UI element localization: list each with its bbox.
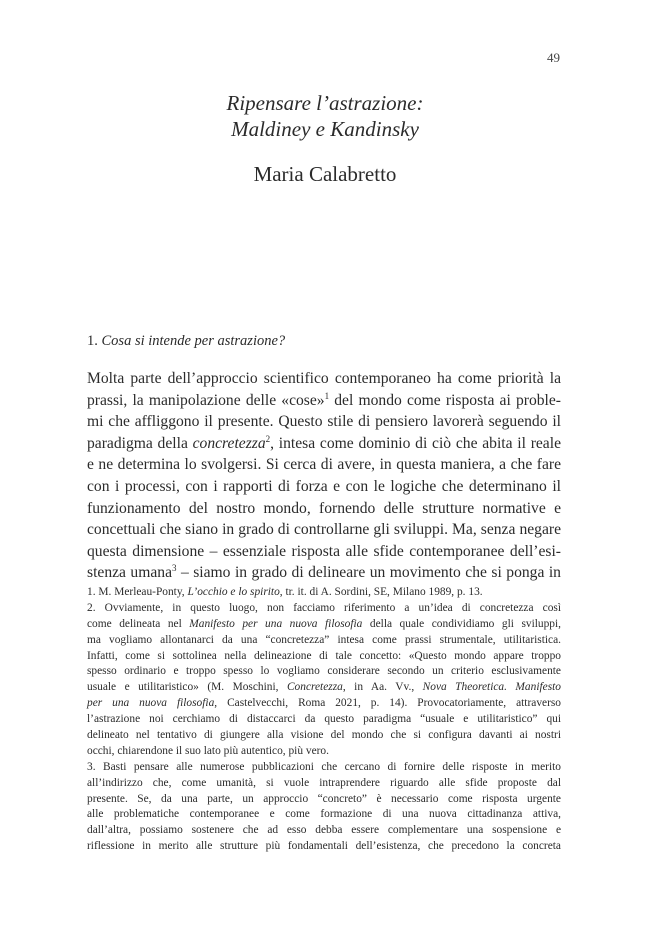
footnote-2-line: spesso ordinario e troppo spesso lo vogliamo considerare secondo un criterio esclusivamente xyxy=(87,665,561,678)
body-line: Molta parte dell’approccio scientifico contemporaneo ha come priorità la xyxy=(87,370,561,387)
body-line: paradigma della concretezza$^2$, intesa come dominio di ciò che abita il reale xyxy=(87,433,561,452)
section-title: Cosa si intende per astrazione? xyxy=(101,333,286,349)
footnote-2-line: per una nuova filosofia, Castelvecchi, Roma 2021, p. 14). Provocatoriamente, attraverso xyxy=(87,697,561,710)
footnote-2-line: come delineata nel Manifesto per una nuova filosofia della quale condividiamo gli sviluppi, xyxy=(87,617,562,630)
body-line: concettuali che siano in grado di controllarne gli sviluppi. Ma, senza negare xyxy=(87,521,561,539)
footnotes xyxy=(87,585,561,855)
footnote-3-line: all’indirizzo che, come umanità, si vuole intraprendere riguardo alle sfide proposte dal xyxy=(87,776,561,789)
chapter-title xyxy=(0,90,650,142)
body-line: con i processi, con i rapporti di forza e con le logiche che determinano il xyxy=(87,477,561,495)
body-line: mi che affliggono il presente. Questo stile di pensiero lavorerà seguendo il xyxy=(87,413,561,431)
footnote-2-line: occhi, chiarendone il suo lato più autentico, più vero. xyxy=(87,744,329,757)
body-paragraph xyxy=(87,368,561,584)
footnote-2-line: usuale e utilitaristico» (M. Moschini, Concretezza, in Aa. Vv., Nova Theoretica. Manifesto xyxy=(87,681,561,694)
footnote-2-line: Infatti, come si sottolinea nella delineazione di tale concetto: «Questo mondo appare troppo xyxy=(87,649,561,662)
chapter-title-line-2: Maldiney e Kandinsky xyxy=(231,117,419,141)
section-heading xyxy=(87,333,285,350)
footnote-3-line: alle problematiche contemporanee e come formazione di una nuova cittadinanza attiva, xyxy=(87,808,561,821)
section-number: 1. xyxy=(87,333,98,349)
footnote-2-line: l’astrazione noi cerchiamo di distaccarci da questo paradigma “usuale e utilitaristico” qui xyxy=(87,713,561,726)
footnote-3-line: presente. Se, da una parte, un approccio “concreto” è necessario come risposta urgente xyxy=(87,792,561,805)
footnote-3-line: 3. Basti pensare alle numerose pubblicazioni che cercano di fornire delle risposte in merito xyxy=(87,760,561,773)
body-line: prassi, la manipolazione delle «cose»$^1$ del mondo come risposta ai proble- xyxy=(87,390,561,409)
footnote-ref: 3 xyxy=(172,563,177,574)
body-line: e ne determina lo svolgersi. Si cerca di avere, in questa maniera, a che fare xyxy=(87,456,561,474)
footnote-2-line: 2. Ovviamente, in questo luogo, non facciamo riferimento a un’idea di concretezza così xyxy=(87,601,561,614)
footnote-3-line: riflessione in merito alle strutture più fondamentali dell’esistenza, che precedono la concreta xyxy=(87,840,561,853)
footnote-2-line: delineato nel tentativo di giungere alla visione del mondo che si configura davanti ai nostri xyxy=(87,729,561,742)
page-number: 49 xyxy=(547,50,560,65)
footnote-ref: 2 xyxy=(265,433,271,444)
footnote-3-line: dall’altra, possiamo sostenere che ad esso debba essere complementare una sospensione e xyxy=(87,824,561,837)
author-name: Maria Calabretto xyxy=(253,162,397,186)
footnote-1: 1. M. Merleau-Ponty, L’occhio e lo spirito, tr. it. di A. Sordini, SE, Milano 1989, p. 13. xyxy=(87,586,483,598)
footnote-2-line: ma vogliamo allontanarci da una “concretezza” intesa come prassi strumentale, utilitaristica. xyxy=(87,633,561,646)
footnote-ref: 1 xyxy=(324,390,330,401)
chapter-title-line-1: Ripensare l’astrazione: xyxy=(226,91,424,115)
body-line: funzionamento del nostro mondo, fornendo delle strutture normative e xyxy=(87,499,561,517)
body-line: stenza umana$^3$ – siamo in grado di delineare un movimento che si ponga in xyxy=(87,563,561,582)
body-line: questa dimensione – essenziale risposta alle sfide contemporanee dell’esi- xyxy=(87,542,561,560)
